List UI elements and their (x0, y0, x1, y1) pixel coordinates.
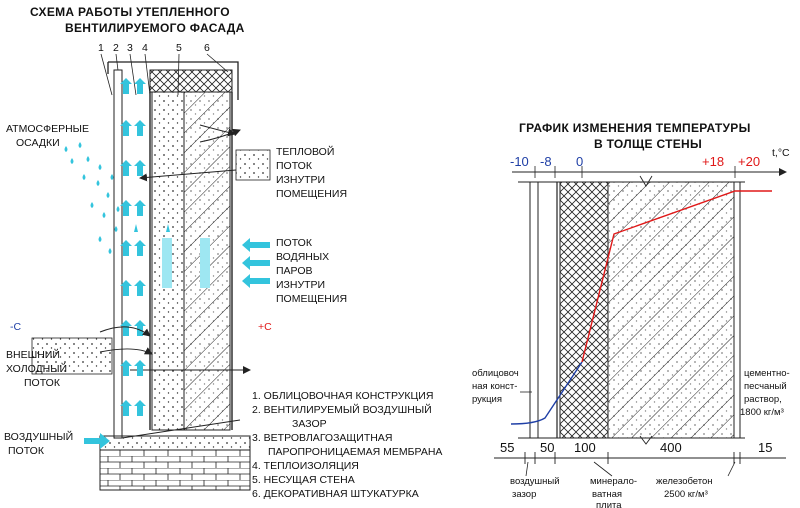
rain-drop (71, 158, 74, 164)
legend-line-5: ПАРОПРОНИЦАЕМАЯ МЕМБРАНА (268, 446, 443, 458)
precipitation-drops (65, 142, 120, 254)
mortar-label-1: цементно- (744, 368, 790, 379)
temp-inside-label: +C (258, 321, 272, 333)
mortar-label-4: 1800 кг/м³ (740, 407, 784, 418)
wall-section (100, 62, 250, 490)
wool-label-1: минерало- (590, 476, 638, 487)
heat-label-4: ПОМЕЩЕНИЯ (276, 188, 348, 200)
gap-label-2: зазор (512, 489, 537, 500)
temp-outside-label: -C (10, 321, 22, 333)
layer-number-4: 4 (142, 42, 148, 54)
legend-line-2: 2. ВЕНТИЛИРУЕМЫЙ ВОЗДУШНЫЙ (252, 404, 432, 416)
air-up-arrow (134, 400, 146, 416)
cold-label-1: ВНЕШНИЙ (6, 349, 60, 361)
dim-15: 15 (758, 440, 773, 455)
axis-label: t,°C (772, 147, 790, 159)
air-up-arrow (134, 120, 146, 136)
temp-minus10: -10 (510, 154, 529, 169)
dim-55: 55 (500, 440, 515, 455)
right-title (519, 121, 751, 151)
rain-drop (99, 236, 102, 242)
cladding-label-1: облицовоч (472, 368, 519, 379)
wool-label-2: ватная (592, 489, 623, 500)
concrete-label-1: железобетон (656, 476, 713, 487)
rain-drop (91, 202, 94, 208)
precip-label-1: АТМОСФЕРНЫЕ (6, 123, 89, 135)
legend-line-3: ЗАЗОР (292, 418, 327, 430)
legend-line-6: 4. ТЕПЛОИЗОЛЯЦИЯ (252, 460, 359, 472)
heat-label-1: ТЕПЛОВОЙ (276, 146, 335, 158)
wall-layers-graph (518, 176, 745, 444)
air-gap-arrows (120, 78, 146, 416)
rain-drop (103, 212, 106, 218)
layer-number-1: 1 (98, 42, 104, 54)
legend-line-1: 1. ОБЛИЦОВОЧНАЯ КОНСТРУКЦИЯ (252, 390, 434, 402)
layer-number-5: 5 (176, 42, 182, 54)
air-label-1: ВОЗДУШНЫЙ (4, 431, 74, 443)
dim-50: 50 (540, 440, 555, 455)
graph-mineral-wool (560, 182, 608, 438)
heat-label-3: ИЗНУТРИ (276, 174, 326, 186)
left-title-line2: ВЕНТИЛИРУЕМОГО ФАСАДА (65, 21, 245, 35)
legend-line-8: 6. ДЕКОРАТИВНАЯ ШТУКАТУРКА (252, 488, 419, 500)
air-up-arrow (134, 160, 146, 176)
precip-label-2: ОСАДКИ (16, 137, 60, 149)
graph-bottom-labels (510, 462, 735, 508)
temp-plus20: +20 (738, 154, 761, 169)
wool-label-3: плита (596, 500, 622, 508)
mortar-label-2: песчаный (744, 381, 787, 392)
temperature-scale (510, 147, 790, 178)
heat-label-2: ПОТОК (276, 160, 312, 172)
rain-drop (99, 164, 102, 170)
cold-label-3: ПОТОК (24, 377, 60, 389)
concrete-label-2: 2500 кг/м³ (664, 489, 708, 500)
right-title-line2: В ТОЛЩЕ СТЕНЫ (594, 137, 703, 151)
foundation-brick (100, 450, 250, 490)
temp-plus18: +18 (702, 154, 725, 169)
rain-drop (97, 180, 100, 186)
heat-flow-arrow-body (236, 150, 270, 180)
gap-label-1: воздушный (510, 476, 560, 487)
rain-drop (65, 146, 68, 152)
cold-label-2: ХОЛОДНЫЙ (6, 363, 68, 375)
vapor-label-2: ВОДЯНЫХ (276, 251, 330, 263)
rain-drop (79, 142, 82, 148)
air-label-2: ПОТОК (8, 445, 44, 457)
layer-number-2: 2 (113, 42, 119, 54)
right-title-line1: ГРАФИК ИЗМЕНЕНИЯ ТЕМПЕРАТУРЫ (519, 121, 751, 135)
rain-drop (107, 192, 110, 198)
rain-drop (83, 174, 86, 180)
cladding-label-2: ная конст- (472, 381, 518, 392)
dimension-line (494, 440, 786, 464)
air-up-arrow (134, 200, 146, 216)
layer-legend (252, 390, 442, 500)
dim-400: 400 (660, 440, 682, 455)
vapor-label-1: ПОТОК (276, 237, 312, 249)
top-cap (150, 70, 232, 92)
legend-line-4: 3. ВЕТРОВЛАГОЗАЩИТНАЯ (252, 432, 393, 444)
dim-100: 100 (574, 440, 596, 455)
layer-number-3: 3 (127, 42, 133, 54)
vapor-label-4: ИЗНУТРИ (276, 279, 326, 291)
vapor-label-3: ПАРОВ (276, 265, 313, 277)
left-title-line1: СХЕМА РАБОТЫ УТЕПЛЕННОГО (30, 5, 230, 19)
rain-drop (111, 174, 114, 180)
temp-minus8: -8 (540, 154, 552, 169)
legend-line-7: 5. НЕСУЩАЯ СТЕНА (252, 474, 355, 486)
cladding-label-3: рукция (472, 394, 502, 405)
graph-cladding (530, 182, 538, 438)
rain-drop (109, 248, 112, 254)
mortar-label-3: раствор, (744, 394, 782, 405)
air-up-arrow (134, 240, 146, 256)
left-title (30, 5, 245, 35)
temp-zero: 0 (576, 154, 584, 169)
layer-number-6: 6 (204, 42, 210, 54)
graph-mortar (734, 182, 740, 438)
air-up-arrow (134, 280, 146, 296)
air-up-arrow (134, 360, 146, 376)
vapor-label-5: ПОМЕЩЕНИЯ (276, 293, 348, 305)
rain-drop (87, 156, 90, 162)
